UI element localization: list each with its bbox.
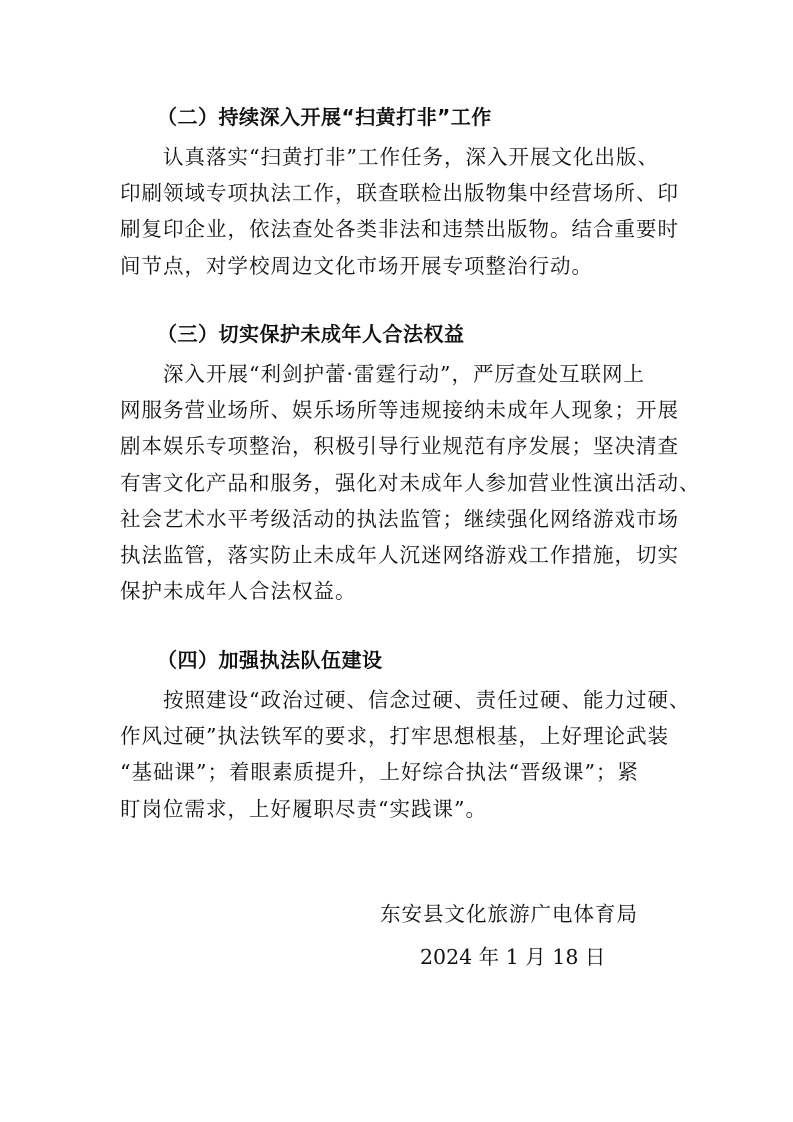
section-paragraph-4 [120,682,691,827]
paragraph-line: 刷复印企业，依法查处各类非法和违禁出版物。结合重要时 [120,217,679,242]
paragraph-line: 深入开展“利剑护蕾·雷霆行动”，严厉查处互联网上 [120,362,645,386]
signature-organization: 东安县文化旅游广电体育局 [380,902,638,926]
paragraph-line: 执法监管，落实防止未成年人沉迷网络游戏工作措施，切实 [120,542,679,567]
paragraph-line: 印刷领域专项执法工作，联查联检出版物集中经营场所、印 [120,181,679,206]
paragraph-line: 有害文化产品和服务，强化对未成年人参加营业性演出活动、 [120,470,701,495]
section-paragraph-3 [120,356,701,609]
paragraph-line: 作风过硬”执法铁军的要求，打牢思想根基，上好理论武装 [120,724,669,749]
section-heading-4: （四）加强执法队伍建设 [157,648,383,672]
paragraph-line: 盯岗位需求，上好履职尽责“实践课”。 [120,796,487,821]
paragraph-line: “基础课”；着眼素质提升，上好综合执法“晋级课”；紧 [120,760,639,785]
paragraph-line: 网服务营业场所、娱乐场所等违规接纳未成年人现象；开展 [120,398,679,423]
paragraph-line: 保护未成年人合法权益。 [120,579,357,604]
section-heading-3: （三）切实保护未成年人合法权益 [157,322,465,346]
paragraph-line: 剧本娱乐专项整治，积极引导行业规范有序发展；坚决清查 [120,434,679,459]
signature-date: 2024 年 1 月 18 日 [420,945,606,969]
section-heading-2: （二）持续深入开展“扫黄打非”工作 [157,105,492,129]
paragraph-line: 社会艺术水平考级活动的执法监管；继续强化网络游戏市场 [120,506,679,531]
paragraph-line: 间节点，对学校周边文化市场开展专项整治行动。 [120,253,593,278]
paragraph-line: 按照建设“政治过硬、信念过硬、责任过硬、能力过硬、 [120,688,691,712]
paragraph-line: 认真落实“扫黄打非”工作任务，深入开展文化出版、 [120,145,659,169]
section-paragraph-2 [120,139,680,284]
